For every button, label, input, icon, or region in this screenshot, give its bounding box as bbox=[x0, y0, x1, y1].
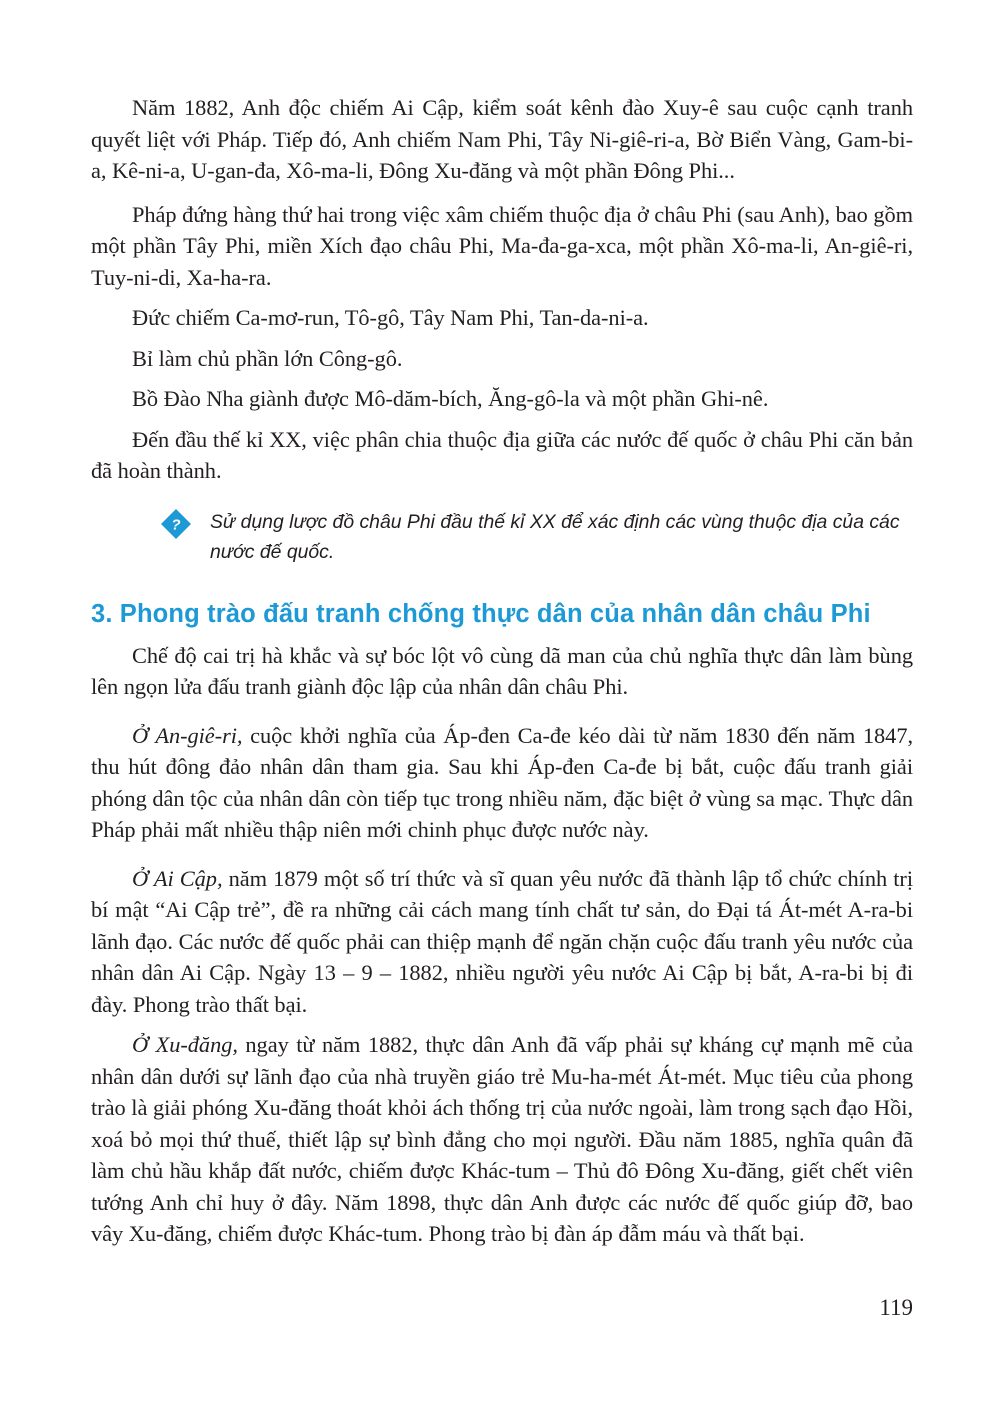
question-box bbox=[91, 507, 913, 567]
question-diamond-icon bbox=[161, 509, 191, 539]
lead-egypt: Ở Ai Cập, bbox=[132, 865, 223, 891]
section-intro: Chế độ cai trị hà khắc và sự bóc lột vô cùng dã man của chủ nghĩa thực dân làm bùng lên ngọn lửa đấu tranh giành độc lập của nhân dân châu Phi. bbox=[91, 642, 913, 699]
lead-algeria: Ở An-giê-ri, bbox=[132, 722, 243, 748]
paragraph-sudan bbox=[91, 1029, 913, 1250]
page-number: 119 bbox=[879, 1295, 913, 1320]
page-content bbox=[91, 92, 913, 1250]
text-egypt: năm 1879 một số trí thức và sĩ quan yêu nước đã thành lập tổ chức chính trị bí mật “Ai Cập trẻ”, đề ra những cải cách mang tính chất tư sản, do Đại tá Át-mét A-ra-bi lãnh đạo. Các nước đế quốc phải can thiệp mạnh để ngăn chặn cuộc đấu tranh yêu nước của nhân dân Ai Cập. Ngày 13 – 9 – 1882, nhiều người yêu nước Ai Cập bị bắt, A-ra-bi bị đi đày. Phong trào thất bại. bbox=[91, 865, 913, 1017]
paragraph-france: Pháp đứng hàng thứ hai trong việc xâm chiếm thuộc địa ở châu Phi (sau Anh), bao gồm một phần Tây Phi, miền Xích đạo châu Phi, Ma-đa-ga-xca, một phần Xô-ma-li, An-giê-ri, Tuy-ni-di, Xa-ha-ra. bbox=[91, 201, 913, 290]
section-title: 3. Phong trào đấu tranh chống thực dân của nhân dân châu Phi bbox=[91, 599, 871, 628]
text-algeria: cuộc khởi nghĩa của Áp-đen Ca-đe kéo dài từ năm 1830 đến năm 1847, thu hút đông đảo nhân dân tham gia. Sau khi Áp-đen Ca-đe bị bắt, cuộc đấu tranh giải phóng dân tộc của nhân dân còn tiếp tục trong nhiều năm, đặc biệt ở vùng sa mạc. Thực dân Pháp phải mất nhiều thập niên mới chinh phục được nước này. bbox=[91, 722, 914, 842]
paragraph-portugal: Bồ Đào Nha giành được Mô-dăm-bích, Ăng-gô-la và một phần Ghi-nê. bbox=[132, 386, 769, 411]
text-sudan: ngay từ năm 1882, thực dân Anh đã vấp phải sự kháng cự mạnh mẽ của nhân dân dưới sự lãnh đạo của nhà truyền giáo trẻ Mu-ha-mét Át-mét. Mục tiêu của phong trào là giải phóng Xu-đăng thoát khỏi ách thống trị của nước ngoài, làm trong sạch đạo Hồi, xoá bỏ mọi thứ thuế, thiết lập sự bình đẳng cho mọi người. Đầu năm 1885, nghĩa quân đã làm chủ hầu khắp đất nước, chiếm được Khác-tum – Thủ đô Đông Xu-đăng, giết chết viên tướng Anh chỉ huy ở đây. Năm 1898, thực dân Anh được các nước đế quốc giúp đỡ, bao vây Xu-đăng, chiếm được Khác-tum. Phong trào bị đàn áp đẫm máu và thất bại. bbox=[91, 1032, 913, 1246]
paragraph-partition-complete: Đến đầu thế kỉ XX, việc phân chia thuộc địa giữa các nước đế quốc ở châu Phi căn bản đã hoàn thành. bbox=[91, 426, 913, 483]
question-text: Sử dụng lược đồ châu Phi đầu thế kỉ XX để xác định các vùng thuộc địa của các nước đế quốc. bbox=[210, 510, 900, 563]
lead-sudan: Ở Xu-đăng, bbox=[132, 1032, 238, 1057]
paragraph-germany: Đức chiếm Ca-mơ-run, Tô-gô, Tây Nam Phi, Tan-da-ni-a. bbox=[132, 305, 649, 330]
paragraph-britain: Năm 1882, Anh độc chiếm Ai Cập, kiểm soát kênh đào Xuy-ê sau cuộc cạnh tranh quyết liệt với Pháp. Tiếp đó, Anh chiếm Nam Phi, Tây Ni-giê-ri-a, Bờ Biển Vàng, Gam-bi-a, Kê-ni-a, U-gan-đa, Xô-ma-li, Đông Xu-đăng và một phần Đông Phi... bbox=[91, 95, 913, 183]
question-diamond-symbol: ? bbox=[171, 516, 181, 533]
paragraph-egypt bbox=[91, 863, 913, 1021]
paragraph-belgium: Bỉ làm chủ phần lớn Công-gô. bbox=[132, 345, 403, 371]
paragraph-algeria bbox=[91, 720, 913, 846]
